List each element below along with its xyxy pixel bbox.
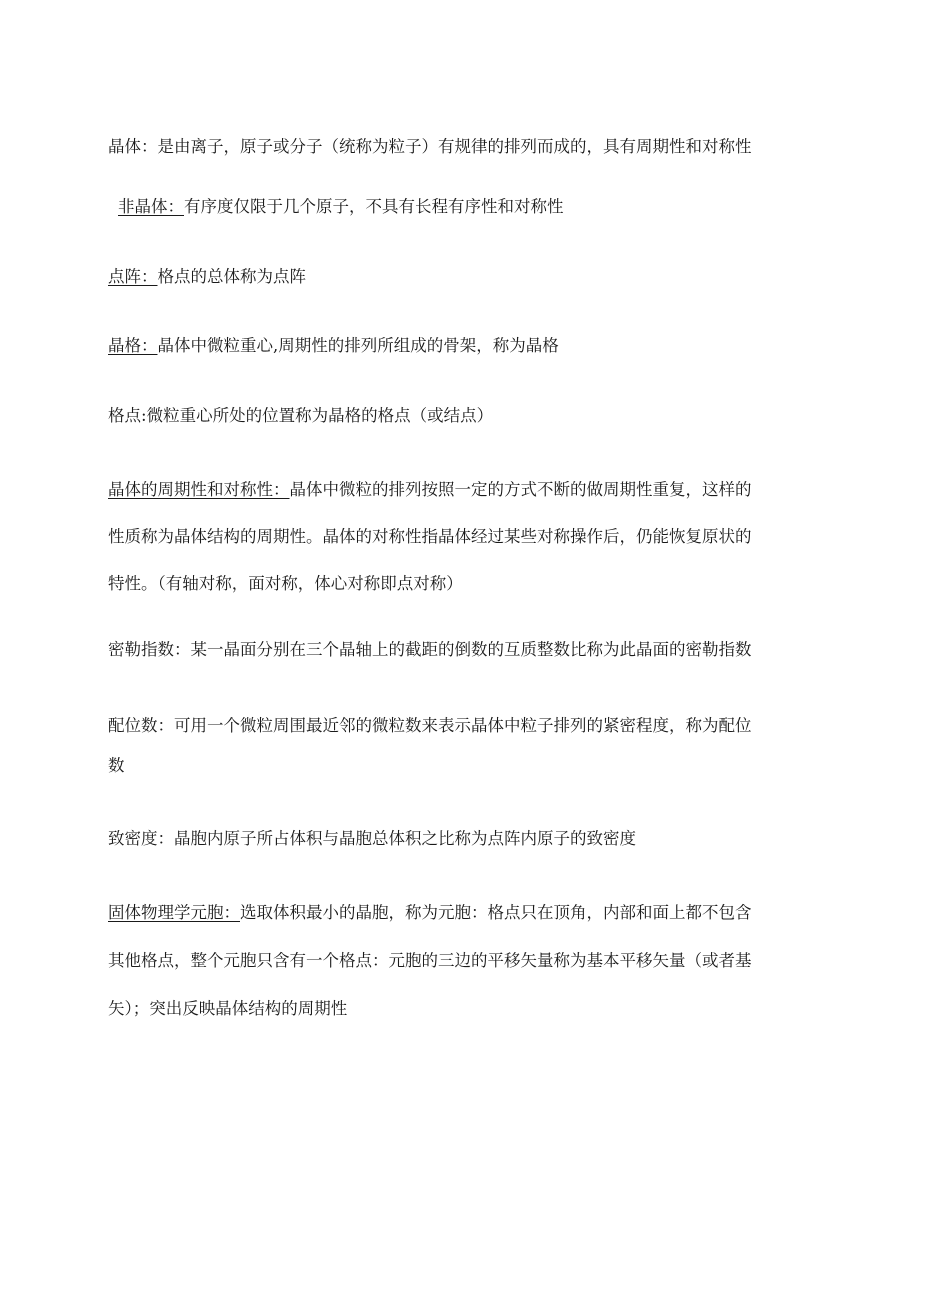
term-label: 点阵： — [108, 267, 158, 286]
definition-text: 微粒重心所处的位置称为晶格的格点（或结点） — [146, 406, 494, 425]
definition-text: 矢）；突出反映晶体结构的周期性 — [108, 999, 348, 1018]
definition-text: 晶体中微粒重心,周期性的排列所组成的骨架，称为晶格 — [157, 336, 559, 355]
entry-coordination-number — [108, 701, 838, 791]
entry-line — [118, 188, 848, 226]
definition-text: 有序度仅限于几个原子，不具有长程有序性和对称性 — [184, 197, 564, 216]
term-label: 晶体： — [108, 137, 158, 156]
term-label: 非晶体： — [118, 197, 184, 216]
entry-crystal — [108, 128, 838, 166]
term-label: 固体物理学元胞： — [108, 903, 240, 922]
entry-line — [108, 820, 838, 858]
entry-primitive-cell — [108, 889, 838, 1033]
entry-packing-density — [108, 820, 838, 858]
entry-crystal-lattice — [108, 327, 838, 365]
entry-line — [108, 937, 838, 985]
entry-line — [108, 751, 838, 791]
term-label: 密勒指数： — [108, 640, 191, 659]
entry-amorphous — [118, 188, 848, 226]
term-label: 晶体的周期性和对称性： — [108, 480, 290, 499]
definition-text: 其他格点，整个元胞只含有一个格点：元胞的三边的平移矢量称为基本平移矢量（或者基 — [108, 951, 752, 970]
definition-text: 特性。（有轴对称，面对称，体心对称即点对称） — [108, 574, 463, 593]
definition-text: 性质称为晶体结构的周期性。晶体的对称性指晶体经过某些对称操作后，仍能恢复原状的 — [108, 527, 752, 546]
entry-line — [108, 985, 838, 1033]
definition-text: 晶胞内原子所占体积与晶胞总体积之比称为点阵内原子的致密度 — [174, 829, 636, 848]
entry-line — [108, 701, 838, 751]
definition-text: 可用一个微粒周围最近邻的微粒数来表示晶体中粒子排列的紧密程度，称为配位 — [174, 716, 752, 735]
entry-line — [108, 258, 838, 296]
entry-line — [108, 128, 838, 166]
entry-lattice — [108, 258, 838, 296]
definition-text: 格点的总体称为点阵 — [157, 267, 306, 286]
definition-text: 某一晶面分别在三个晶轴上的截距的倒数的互质整数比称为此晶面的密勒指数 — [190, 640, 752, 659]
entry-line — [108, 631, 838, 669]
definition-text: 数 — [108, 756, 125, 775]
definition-text: 选取体积最小的晶胞，称为元胞：格点只在顶角，内部和面上都不包含 — [240, 903, 752, 922]
term-label: 格点: — [108, 406, 147, 425]
definition-text: 晶体中微粒的排列按照一定的方式不断的做周期性重复，这样的 — [289, 480, 752, 499]
term-label: 配位数： — [108, 716, 174, 735]
entry-line — [108, 889, 838, 937]
entry-line — [108, 560, 838, 607]
definition-text: 是由离子，原子或分子（统称为粒子）有规律的排列而成的，具有周期性和对称性 — [157, 137, 752, 156]
entry-line — [108, 466, 838, 513]
entry-line — [108, 397, 838, 435]
entry-line — [108, 327, 838, 365]
term-label: 晶格： — [108, 336, 158, 355]
entry-periodicity-symmetry — [108, 466, 838, 607]
entry-miller-index — [108, 631, 838, 669]
entry-line — [108, 513, 838, 560]
entry-lattice-point — [108, 397, 838, 435]
term-label: 致密度： — [108, 829, 174, 848]
